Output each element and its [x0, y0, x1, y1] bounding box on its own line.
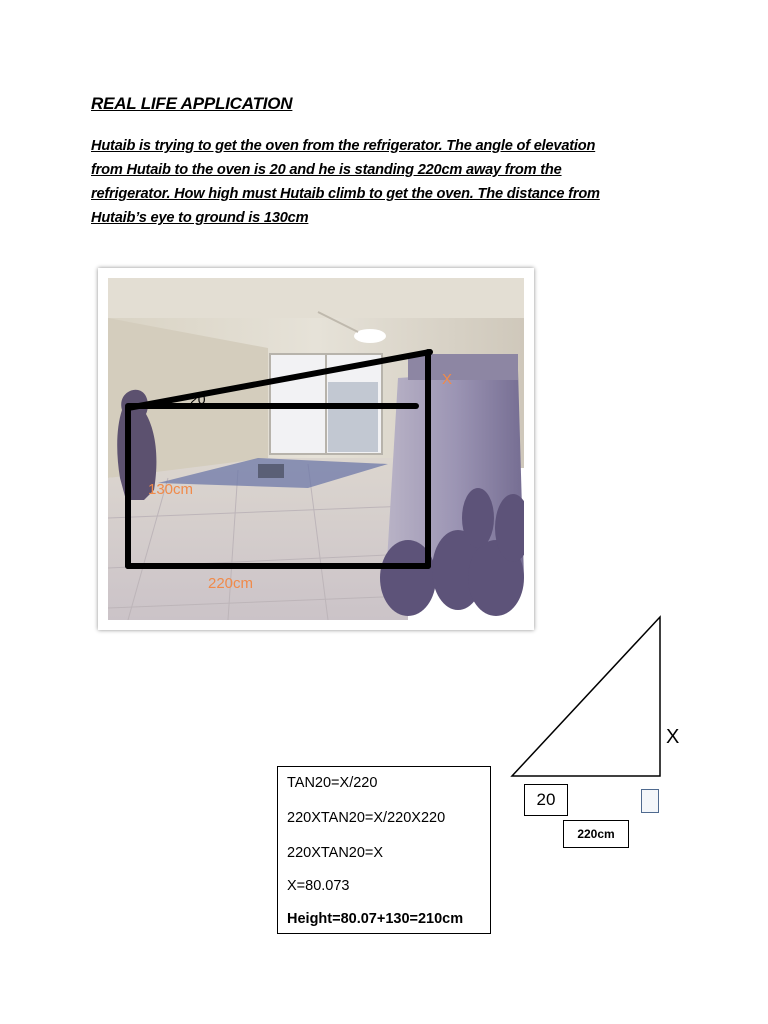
calculation-result: Height=80.07+130=210cm — [287, 911, 464, 927]
right-triangle-diagram — [505, 612, 665, 782]
floor-object — [258, 464, 284, 478]
problem-line: from Hutaib to the oven is 20 and he is standing 220cm away from the — [91, 162, 562, 178]
calculation-step: 220XTAN20=X/220X220 — [287, 810, 446, 826]
angle-arc — [166, 400, 168, 406]
photo-height-label: 130cm — [148, 481, 194, 498]
triangle-side-label: X — [666, 726, 680, 748]
problem-line: refrigerator. How high must Hutaib climb to get the oven. The distance from — [91, 186, 600, 202]
photo-distance-label: 220cm — [208, 575, 254, 592]
problem-statement — [91, 134, 661, 230]
room-photo — [98, 268, 534, 630]
page-title: REAL LIFE APPLICATION — [91, 94, 293, 113]
photo-target-label: X — [442, 371, 453, 388]
right-angle-marker — [641, 789, 659, 813]
calculation-step: 220XTAN20=X — [287, 845, 384, 861]
triangle-base-label: 220cm — [563, 820, 629, 848]
window-blind — [328, 382, 378, 452]
room-photo-illustration — [108, 278, 524, 620]
oven — [408, 354, 518, 380]
calculation-step: TAN20=X/220 — [287, 775, 378, 791]
calculation-box — [277, 766, 491, 934]
calculation-step: X=80.073 — [287, 878, 350, 894]
problem-line: Hutaib is trying to get the oven from the refrigerator. The angle of elevation — [91, 138, 596, 154]
photo-angle-label: 20 — [190, 391, 206, 407]
triangle-angle-label: 20 — [524, 784, 568, 816]
problem-line: Hutaib’s eye to ground is 130cm — [91, 210, 309, 226]
ceiling-light — [354, 329, 386, 343]
triangle-shape — [512, 617, 660, 776]
